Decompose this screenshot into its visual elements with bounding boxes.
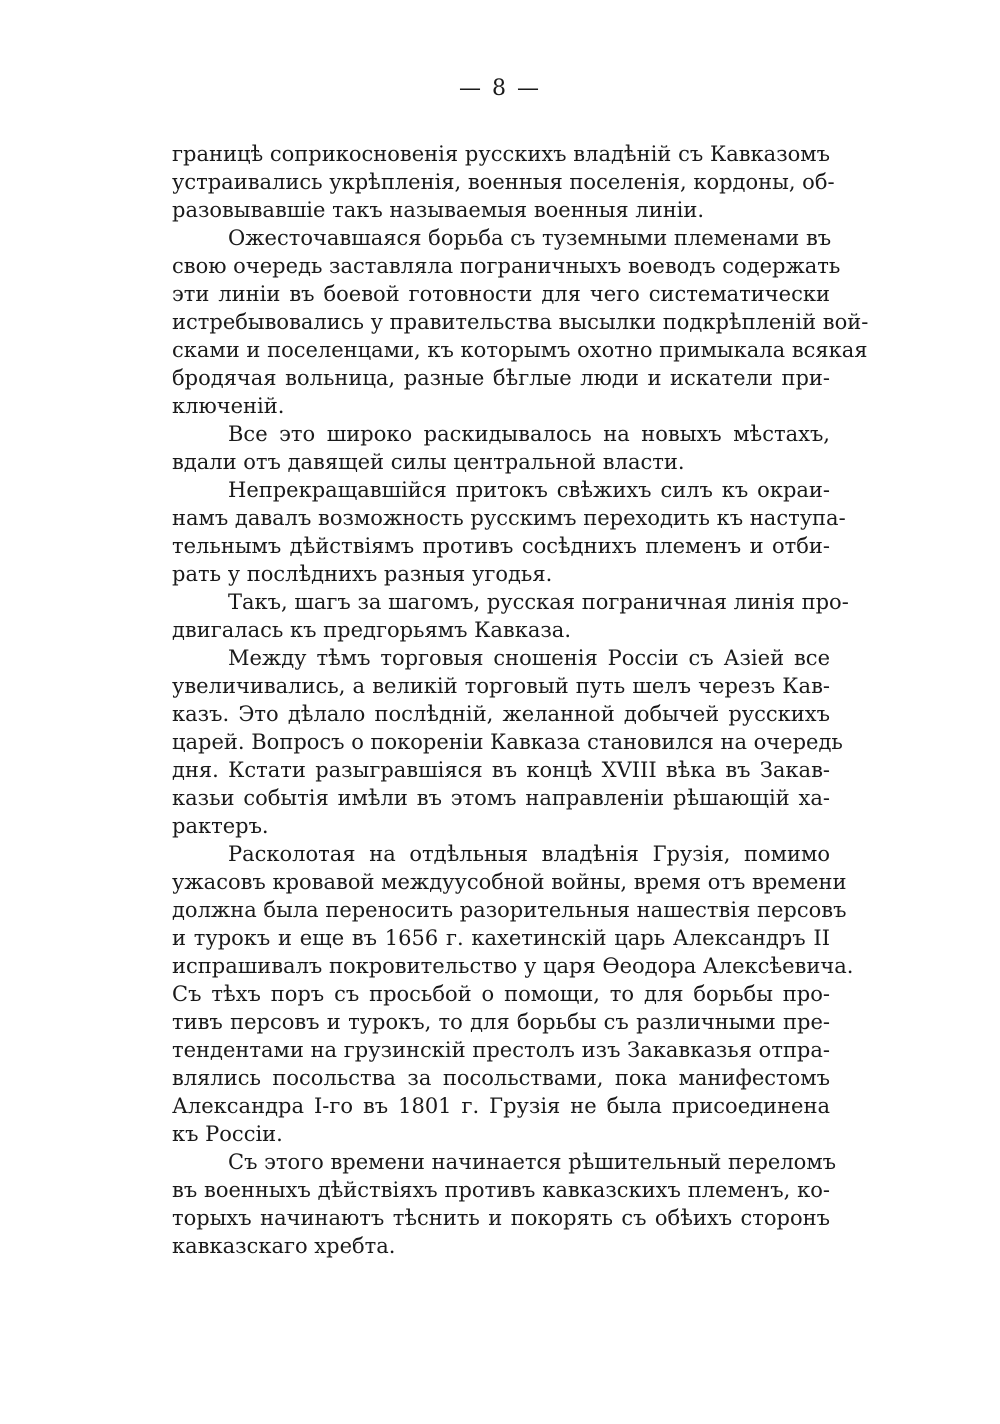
paragraph-first-line: Съ этого времени начинается рѣшительный переломъ	[228, 1150, 837, 1174]
text-line: ужасовъ кровавой междуусобной войны, время отъ времени	[172, 870, 847, 894]
text-line: увеличивались, а великій торговый путь шелъ черезъ Кав-	[172, 674, 830, 698]
text-line: къ Россіи.	[172, 1122, 283, 1146]
text-line: въ военныхъ дѣйствіяхъ противъ кавказскихъ племенъ, ко-	[172, 1178, 830, 1202]
text-line: тельнымъ дѣйствіямъ противъ сосѣднихъ племенъ и отби-	[172, 534, 830, 558]
text-line: торыхъ начинаютъ тѣснить и покорять съ обѣихъ сторонъ	[172, 1206, 830, 1230]
text-line: ключеній.	[172, 394, 285, 418]
text-line: влялись посольства за посольствами, пока манифестомъ	[172, 1066, 830, 1090]
body-text	[172, 140, 869, 1260]
text-line: бродячая вольница, разные бѣглые люди и искатели при-	[172, 366, 830, 390]
paragraph-first-line: Между тѣмъ торговыя сношенія Россіи съ Азіей все	[228, 646, 830, 670]
text-line: границѣ соприкосновенія русскихъ владѣній съ Кавказомъ	[172, 142, 830, 166]
text-line: истребывовались у правительства высылки подкрѣпленій вой-	[172, 310, 869, 334]
text-line: свою очередь заставляла пограничныхъ воеводъ содержать	[172, 254, 841, 278]
text-line: эти линіи въ боевой готовности для чего систематически	[172, 282, 830, 306]
text-line: рактеръ.	[172, 814, 269, 838]
paragraph-first-line: Ожесточавшаяся борьба съ туземными племенами въ	[228, 226, 832, 250]
text-line: казьи событія имѣли въ этомъ направленіи рѣшающій ха-	[172, 786, 830, 810]
paragraph-first-line: Такъ, шагъ за шагомъ, русская пограничная линія про-	[228, 590, 849, 614]
paragraph-first-line: Расколотая на отдѣльныя владѣнія Грузія, помимо	[228, 842, 830, 866]
text-line: должна была переносить разорительныя нашествія персовъ	[172, 898, 847, 922]
text-line: испрашивалъ покровительство у царя Өеодора Алексѣевича.	[172, 954, 854, 978]
text-line: Александра I-го въ 1801 г. Грузія не была присоединена	[172, 1094, 830, 1118]
text-line: и турокъ и еще въ 1656 г. кахетинскій царь Александръ II	[172, 926, 830, 950]
paragraph-first-line: Непрекращавшійся притокъ свѣжихъ силъ къ окраи-	[228, 478, 830, 502]
text-line: сками и поселенцами, къ которымъ охотно примыкала всякая	[172, 338, 868, 362]
text-line: рать у послѣднихъ разныя угодья.	[172, 562, 553, 586]
text-line: царей. Вопросъ о покореніи Кавказа становился на очередь	[172, 730, 843, 754]
text-line: тендентами на грузинскій престолъ изъ Закавказья отпра-	[172, 1038, 830, 1062]
text-line: разовывавшіе такъ называемыя военныя линіи.	[172, 198, 705, 222]
text-line: вдали отъ давящей силы центральной власти.	[172, 450, 685, 474]
text-line: устраивались укрѣпленія, военныя поселенія, кордоны, об-	[172, 170, 835, 194]
paragraph-first-line: Все это широко раскидывалось на новыхъ мѣстахъ,	[228, 422, 830, 446]
page-number: — 8 —	[459, 76, 541, 101]
text-line: кавказскаго хребта.	[172, 1234, 396, 1258]
text-line: намъ давалъ возможность русскимъ переходить къ наступа-	[172, 506, 846, 530]
text-line: двигалась къ предгорьямъ Кавказа.	[172, 618, 571, 642]
text-line: тивъ персовъ и турокъ, то для борьбы съ различными пре-	[172, 1010, 830, 1034]
text-line: дня. Кстати разыгравшіяся въ концѣ XVIII вѣка въ Закав-	[172, 758, 830, 782]
text-line: казъ. Это дѣлало послѣдній, желанной добычей русскихъ	[172, 702, 830, 726]
text-line: Съ тѣхъ поръ съ просьбой о помощи, то для борьбы про-	[172, 982, 830, 1006]
